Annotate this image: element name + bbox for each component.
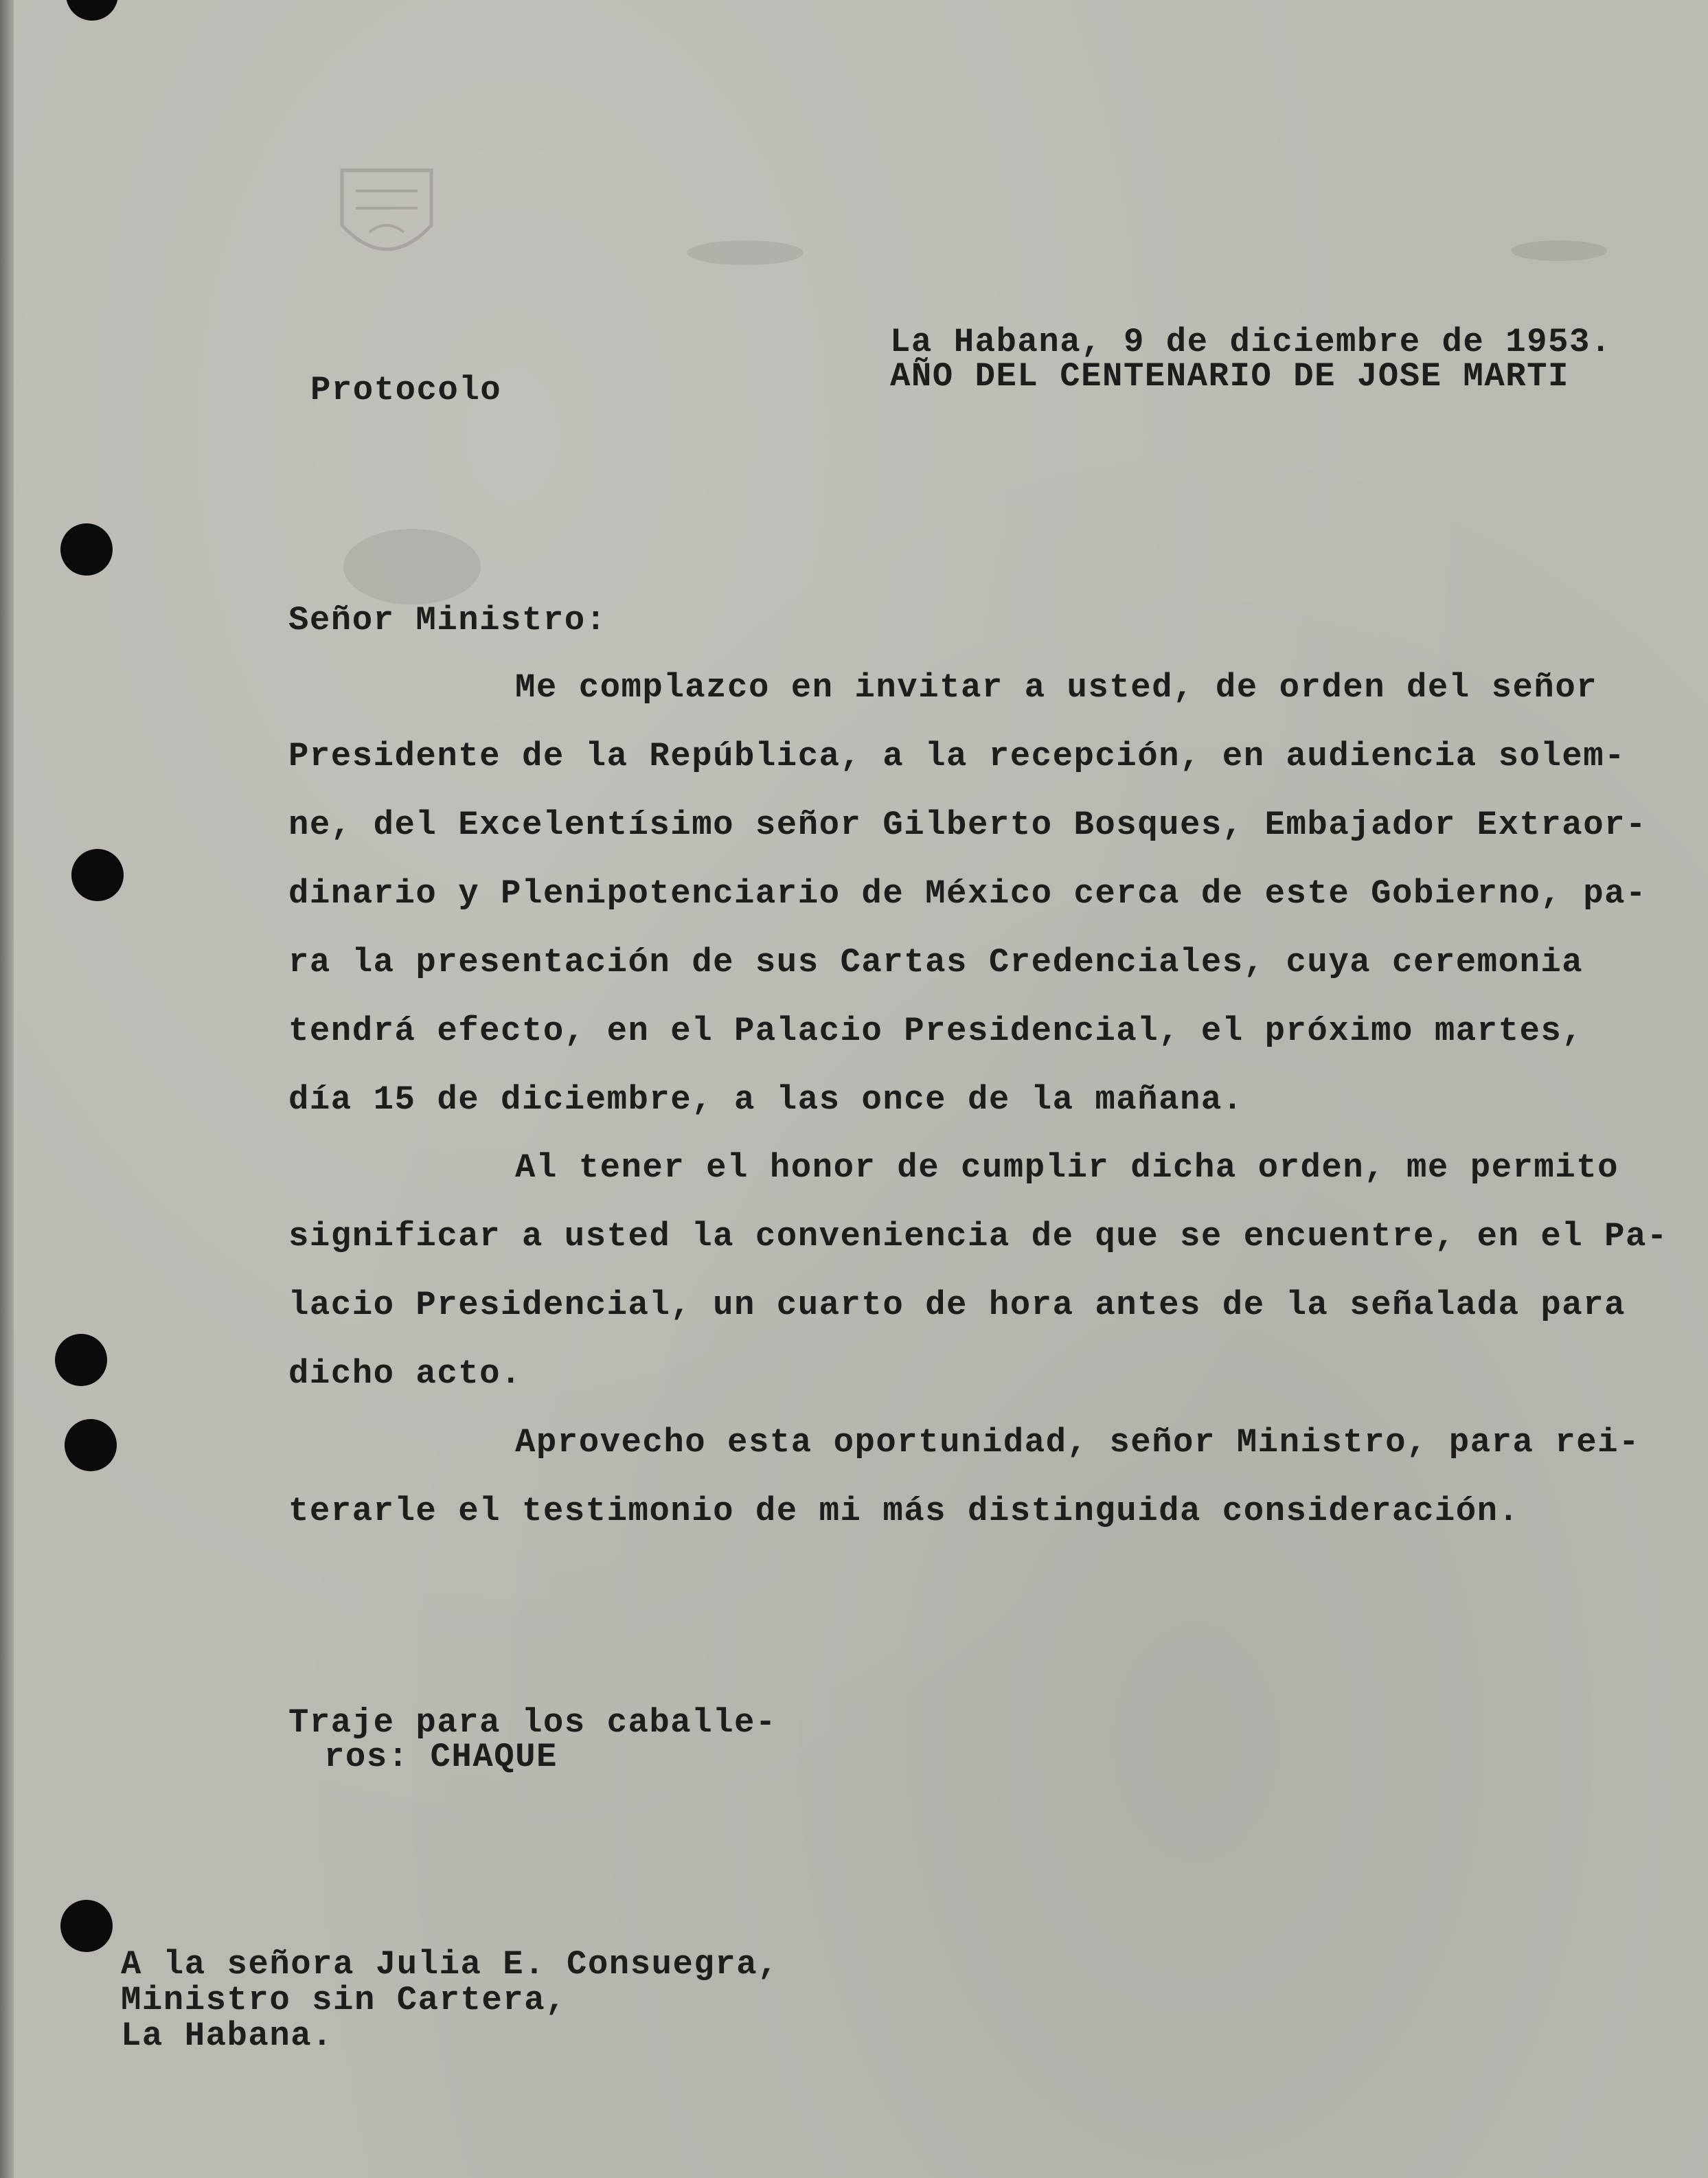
- recipient-line1: A la señora Julia E. Consuegra,: [121, 1945, 779, 1984]
- year-motto: AÑO DEL CENTENARIO DE JOSE MARTI: [890, 357, 1569, 396]
- paper-stain: [1511, 240, 1607, 261]
- body-line: ne, del Excelentísimo señor Gilberto Bosques, Embajador Extraor-: [288, 806, 1647, 844]
- date-line: La Habana, 9 de diciembre de 1953.: [890, 323, 1612, 361]
- punch-hole: [66, 0, 118, 21]
- punch-hole: [55, 1334, 107, 1386]
- body-line: terarle el testimonio de mi más distinguida consideración.: [288, 1492, 1520, 1530]
- salutation: Señor Ministro:: [288, 601, 607, 639]
- body-line: Presidente de la República, a la recepción, en audiencia solem-: [288, 737, 1626, 775]
- embossed-seal-icon: [328, 150, 445, 280]
- recipient-line3: La Habana.: [121, 2017, 334, 2055]
- punch-hole: [71, 849, 124, 901]
- punch-hole: [60, 523, 113, 576]
- body-line: Aprovecho esta oportunidad, señor Ministro, para rei-: [515, 1423, 1640, 1462]
- body-line: ra la presentación de sus Cartas Credenciales, cuya ceremonia: [288, 943, 1584, 982]
- body-line: Al tener el honor de cumplir dicha orden, me permito: [515, 1148, 1619, 1187]
- body-line: significar a usted la conveniencia de que se encuentre, en el Pa-: [288, 1217, 1668, 1256]
- body-line: tendrá efecto, en el Palacio Presidencial, el próximo martes,: [288, 1012, 1584, 1050]
- recipient-line2: Ministro sin Cartera,: [121, 1981, 567, 2019]
- punch-hole: [60, 1900, 113, 1952]
- department-label: Protocolo: [310, 371, 502, 409]
- paper-stain: [687, 240, 804, 265]
- body-line: día 15 de diciembre, a las once de la mañana.: [288, 1080, 1244, 1119]
- page-edge-shadow: [0, 0, 14, 2178]
- body-line: dicho acto.: [288, 1354, 522, 1393]
- body-line: dinario y Plenipotenciario de México cerca de este Gobierno, pa-: [288, 874, 1647, 913]
- dress-note-line1: Traje para los caballe-: [288, 1703, 777, 1742]
- punch-hole: [65, 1419, 117, 1471]
- paper-stain: [343, 529, 481, 604]
- body-line: Me complazco en invitar a usted, de orden del señor: [515, 668, 1598, 707]
- dress-note-line2: ros: CHAQUE: [324, 1738, 558, 1776]
- body-line: lacio Presidencial, un cuarto de hora antes de la señalada para: [288, 1286, 1626, 1324]
